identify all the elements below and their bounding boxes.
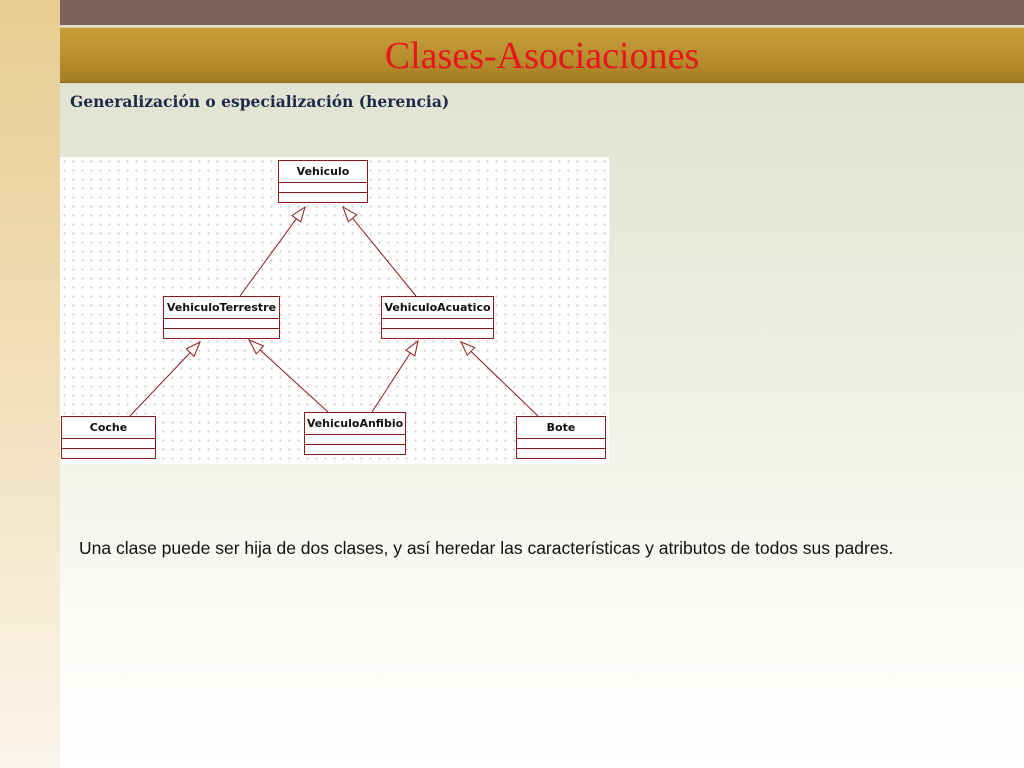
class-attributes [279, 183, 367, 193]
arrow-acuatico-vehiculo [353, 218, 417, 296]
class-methods [305, 445, 405, 454]
class-name: VehiculoAnfibio [305, 413, 405, 435]
class-vehiculo-acuatico [381, 296, 494, 339]
class-name: VehiculoAcuatico [382, 297, 493, 319]
class-attributes [517, 439, 605, 449]
class-name: VehiculoTerrestre [164, 297, 279, 319]
class-methods [164, 329, 279, 338]
arrow-coche-terrestre [130, 353, 190, 416]
arrow-anfibio-acuatico [372, 353, 410, 412]
class-methods [279, 193, 367, 202]
arrowhead-terrestre-vehiculo [292, 207, 305, 222]
class-attributes [305, 435, 405, 445]
body-paragraph: Una clase puede ser hija de dos clases, y así heredar las características y atributos de todos sus padres. [79, 538, 894, 558]
class-bote [516, 416, 606, 459]
slide-subtitle: Generalización o especialización (herencia) [70, 92, 450, 111]
class-name: Vehiculo [279, 161, 367, 183]
class-attributes [62, 439, 155, 449]
class-methods [62, 449, 155, 458]
class-name: Coche [62, 417, 155, 439]
arrow-anfibio-terrestre [260, 350, 328, 412]
class-name: Bote [517, 417, 605, 439]
top-band [60, 0, 1024, 25]
class-vehiculo-terrestre [163, 296, 280, 339]
arrow-terrestre-vehiculo [240, 219, 296, 296]
arrowhead-acuatico-vehiculo [343, 207, 357, 222]
class-methods [382, 329, 493, 338]
title-bar [60, 27, 1024, 83]
class-methods [517, 449, 605, 458]
class-attributes [382, 319, 493, 329]
arrowhead-anfibio-acuatico [406, 341, 418, 356]
class-vehiculo-anfibio [304, 412, 406, 455]
arrow-bote-acuatico [471, 351, 538, 416]
uml-class-diagram [60, 157, 609, 464]
class-attributes [164, 319, 279, 329]
slide-title: Clases-Asociaciones [384, 35, 700, 77]
class-coche [61, 416, 156, 459]
left-decorative-stripe [0, 0, 60, 768]
class-vehiculo [278, 160, 368, 203]
